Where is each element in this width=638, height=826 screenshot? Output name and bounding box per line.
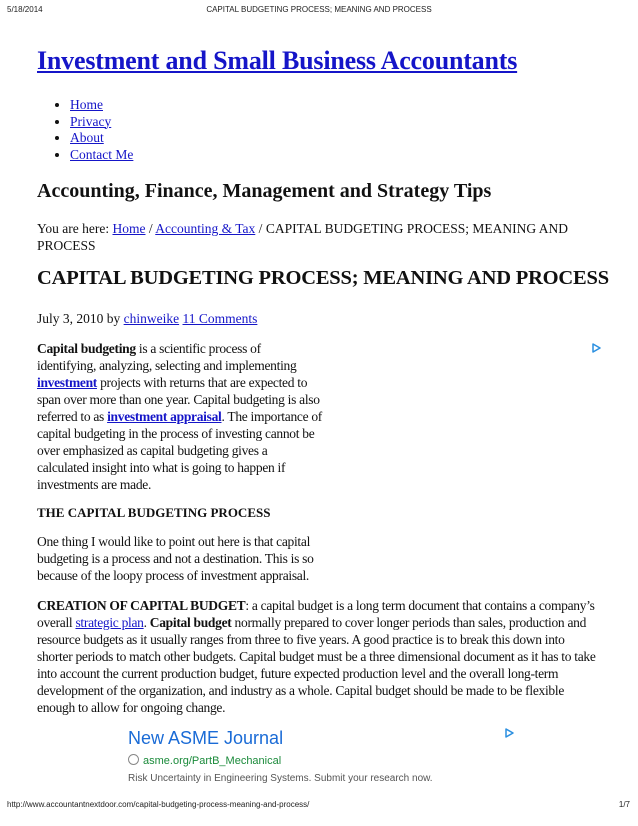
site-title[interactable]: Investment and Small Business Accountants — [37, 46, 518, 75]
globe-icon — [128, 754, 139, 765]
capital-budget-paragraph — [37, 597, 603, 716]
process-paragraph: One thing I would like to point out here is that capital budgeting is a process and not a destination. This is so because of the loopy process of investment appraisal. — [37, 534, 314, 583]
nav-link-about[interactable]: About — [70, 130, 104, 145]
nav-link-privacy[interactable]: Privacy — [70, 113, 112, 129]
breadcrumb-category-link[interactable]: Accounting & Tax — [155, 221, 256, 236]
author-link[interactable]: chinweike — [123, 311, 180, 326]
investment-appraisal-link[interactable]: investment appraisal — [107, 409, 222, 424]
breadcrumb-separator: / — [255, 221, 266, 236]
intro-text-2: projects with returns that are expected to span over more than one year. Capital budgeting is also referred to as — [37, 375, 320, 424]
ad-url-row[interactable] — [128, 753, 433, 769]
nav-item-about — [70, 130, 133, 147]
breadcrumb-current: CAPITAL BUDGETING PROCESS; MEANING AND PROCESS — [37, 221, 568, 253]
footer-url: http://www.accountantnextdoor.com/capital-budgeting-process-meaning-and-process/ — [7, 800, 310, 809]
term-capital-budget: Capital budget — [149, 615, 232, 630]
cb-text-2: . — [143, 615, 150, 630]
comments-link[interactable]: 11 Comments — [182, 311, 258, 326]
ad-title[interactable]: New ASME Journal — [128, 728, 284, 748]
nav-link-home[interactable]: Home — [70, 97, 103, 112]
term-capital-budgeting: Capital budgeting — [37, 341, 136, 356]
page-number: 1/7 — [618, 800, 630, 809]
text-ad[interactable] — [128, 727, 433, 786]
nav-item-privacy — [70, 114, 133, 131]
print-title: CAPITAL BUDGETING PROCESS; MEANING AND PROCESS — [206, 5, 432, 14]
ad-description: Risk Uncertainty in Engineering Systems. Submit your research now. — [128, 773, 433, 784]
investment-link[interactable]: investment — [37, 375, 97, 390]
ad-url[interactable]: asme.org/PartB_Mechanical — [143, 755, 282, 767]
main-nav — [37, 97, 133, 163]
breadcrumb-home-link[interactable]: Home — [112, 221, 146, 236]
print-header — [0, 5, 638, 19]
nav-item-contact — [70, 147, 133, 164]
nav-item-home — [70, 97, 133, 114]
cb-text-3: normally prepared to cover longer periods than sales, production and resource budgets as it usually ranges from three to five years. A good practice is to break this down into shorter periods to match other budgets. Capital budget must be a three dimensional document as it has to take into account the current production budget, future expected production level and the overall long-term development of the organization, and industry as a whole. Capital budget should be made to be flexible enough to allow for ongoing change. — [37, 615, 596, 715]
section-heading: THE CAPITAL BUDGETING PROCESS — [37, 505, 271, 520]
breadcrumb-prefix: You are here: — [37, 221, 113, 236]
breadcrumb-separator: / — [145, 221, 156, 236]
post-date: July 3, 2010 — [37, 311, 104, 326]
site-tagline: Accounting, Finance, Management and Strategy Tips — [37, 180, 492, 202]
intro-text-1: is a scientific process of identifying, analyzing, selecting and implementing — [37, 341, 297, 373]
cb-text-1: : a capital budget is a long term document that contains a company’s overall — [37, 598, 595, 630]
article-title: CAPITAL BUDGETING PROCESS; MEANING AND PROCESS — [37, 267, 609, 289]
adchoices-icon[interactable] — [504, 728, 514, 738]
adchoices-icon[interactable] — [591, 343, 601, 353]
post-by: by — [103, 311, 124, 326]
breadcrumb — [37, 220, 577, 254]
strategic-plan-link[interactable]: strategic plan — [75, 615, 144, 630]
nav-link-contact[interactable]: Contact Me — [70, 146, 134, 162]
intro-paragraph — [37, 340, 322, 493]
post-meta — [37, 311, 257, 327]
intro-text-3: . The importance of capital budgeting in the process of investing cannot be over emphasized as capital budgeting gives a calculated insight into what is going to happen if investments are made. — [37, 409, 322, 492]
term-creation-of-capital-budget: CREATION OF CAPITAL BUDGET — [37, 598, 246, 613]
print-date: 5/18/2014 — [7, 5, 43, 14]
